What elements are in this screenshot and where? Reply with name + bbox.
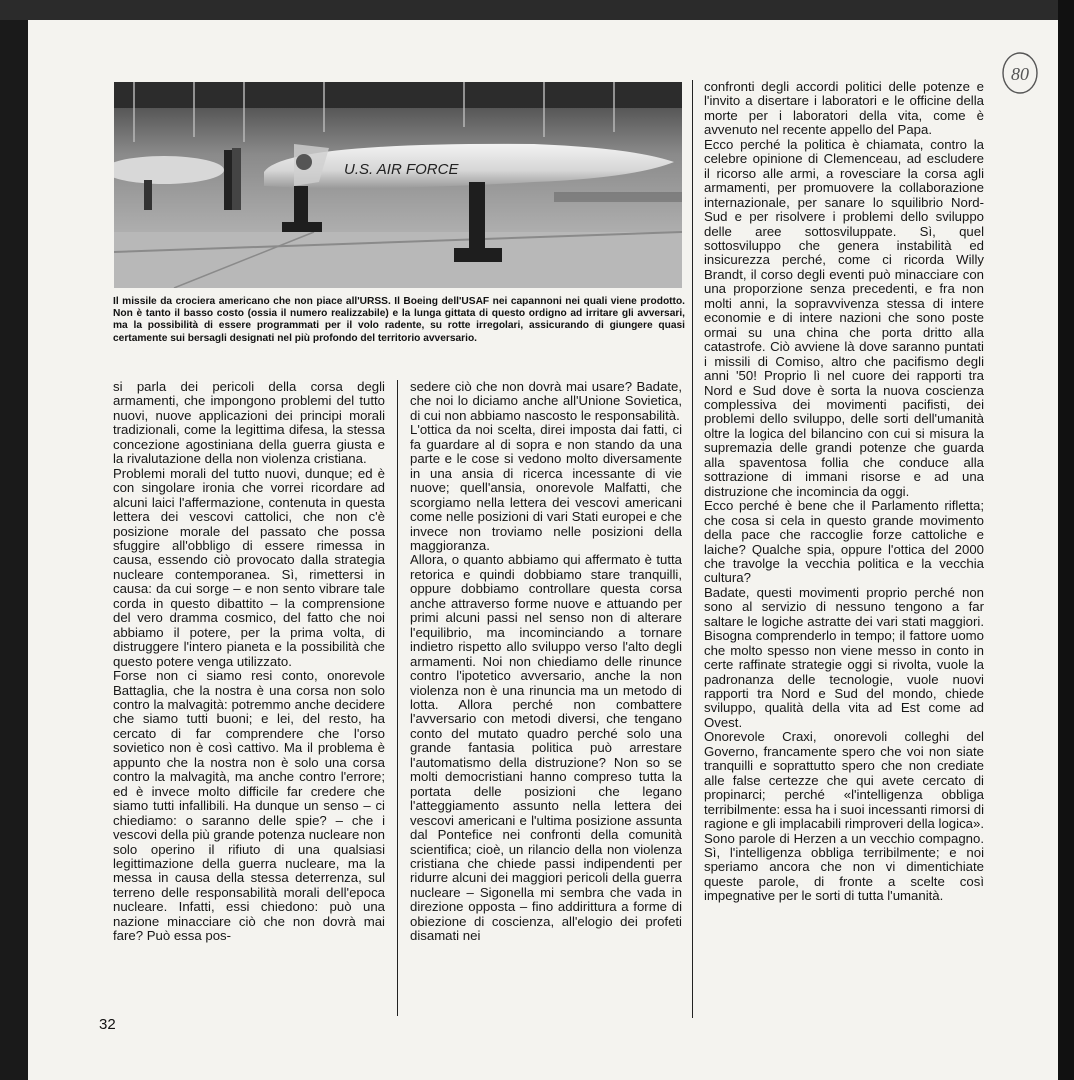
paragraph: Forse non ci siamo resi conto, onorevole Battaglia, che la nostra è una corsa non solo contro la malvagità: potremmo anche decidere che siamo tutti buoni; e lei, del resto, ha cercato di far comprendere che l'orso sovietico non è così cattivo. Ma il problema è appunto che la nostra non è solo una corsa contro la malvagità, ma anche contro l'errore; ed è invece molto difficile far credere che siamo tutti infallibili. Ha dunque un senso – ci chiediamo: o saranno delle spie? – che i vescovi della più grande potenza nucleare non solo operino il rifiuto di una qualsiasi legittimazione della guerra nucleare, ma la messa in causa della stessa deterrenza, sul terreno delle responsabilità morali dell'epoca nucleare. Infatti, essi chiedono: può una nazione minacciare ciò che non dovrà mai fare? Può essa pos-: [113, 668, 385, 944]
paragraph: Ecco perché la politica è chiamata, contro la celebre opinione di Clemenceau, ad escludere il ricorso alle armi, a rovesciare la corsa agli armamenti, per promuovere la collaborazione internazionale, per sanare lo squilibrio Nord-Sud e per risolvere i problemi dello sviluppo delle aree sottosviluppate. Sì, quel sottosviluppo che genera instabilità ed insicurezza perché, come ci ricorda Willy Brandt, il corso degli eventi può minacciare con una proporzione senza precedenti, e fra non molti anni, la sopravvivenza stessa di intere economie e di intere nazioni che sono poste ormai su una china che porta dritto alla catastrofe. Ciò avviene là dove saranno puntati i missili di Comiso, altro che pacifismo degli anni '50! Proprio lì nel cuore dei rapporti tra Nord e Sud dove è sorta la nuova coscienza complessiva dei movimenti pacifisti, dei problemi dello sviluppo, delle sorti dell'umanità oltre la logica del bilancino con cui si misura la supremazia delle grandi potenze che guarda alla spaventosa follia che conduce alla sottrazione di immani risorse e ad una distruzione che incomincia da oggi.: [704, 136, 984, 499]
text-column-3: [704, 80, 984, 904]
missile-photo-graphic: [114, 82, 682, 288]
handwritten-page-number: [1000, 50, 1040, 96]
missile-photo: [114, 82, 682, 288]
column-rule: [692, 80, 693, 1018]
paragraph: sedere ciò che non dovrà mai usare? Badate, che noi lo diciamo anche all'Unione Sovietica, di cui non abbiamo nascosto le responsabilità.: [410, 379, 682, 423]
fuselage-text: U.S. AIR FORCE: [344, 161, 459, 178]
book-spine-shadow: [1058, 0, 1074, 1080]
paragraph: L'ottica da noi scelta, direi imposta dai fatti, ci fa guardare al di sopra e non stando da una parte e le cose si vedono molto diversamente in una ansia di ricerca incessante di vie nuove; quell'ansia, onorevole Malfatti, che scorgiamo nella lettera dei vescovi americani come nelle posizioni di vari Stati europei e che invece non troviamo nelle posizioni della maggioranza.: [410, 422, 682, 553]
paragraph: Allora, o quanto abbiamo qui affermato è tutta retorica e quindi dobbiamo stare tranquilli, oppure dobbiamo controllare questa corsa anche attraverso forme nuove e attuando per primi alcuni passi nel senso non di alterare l'equilibrio, ma incominciando a tornare indietro rispetto allo sviluppo verso l'alto degli armamenti. Noi non chiediamo delle rinunce contro l'ipotetico avversario, anche la non violenza non è una rinuncia ma un metodo di lotta. Allora perché non combattere l'avversario con metodi diversi, che tengano conto del mutato quadro perché solo una grande fantasia politica può arrestare l'automatismo della distruzione? Non so se molti democristiani hanno compreso tutta la portata delle posizioni che legano l'atteggiamento assunto nella lettera dei vescovi americani e l'ultima posizione assunta dal Pontefice nei confronti della comunità scientifica; cioè, un rilancio della non violenza cristiana che chiede passi indipendenti per ridurre alcuni dei maggiori pericoli della guerra nucleare – Sigonella mi sembra che vada in direzione opposta – fino addirittura a forme di obiezione di coscienza, all'elogio dei profeti disamati nei: [410, 552, 682, 944]
column-rule: [397, 380, 398, 1016]
handwritten-number-text: 80: [1011, 64, 1029, 84]
paragraph: Onorevole Craxi, onorevoli colleghi del Governo, francamente spero che voi non siate tranquilli e soprattutto spero che non crediate alle false certezze che qui avete cercato di propinarci; perché «l'intelligenza obbliga terribilmente: essa ha i suoi incessanti rimorsi di ragione e gli implacabili rimproveri della logica». Sono parole di Herzen a un vecchio compagno. Sì, l'intelligenza obbliga terribilmente; e noi speriamo ancora che non vi dimentichiate queste parole, di fronte a scelte così impegnative per le sorti di tutta l'umanità.: [704, 729, 985, 904]
page-number: 32: [99, 1016, 116, 1033]
photo-caption: Il missile da crociera americano che non piace all'URSS. Il Boeing dell'USAF nei capannoni nei quali viene prodotto. Non è tanto il basso costo (ossia il numero realizzabile) e la lunga gittata di questo ordigno ad irritare gli avversari, ma la possibilità di essere programmati per il volo radente, su rotte irregolari, assicurando di giungere quasi certamente sui bersagli designati nel più profondo del territorio avversario.: [113, 296, 685, 344]
paragraph: Ecco perché è bene che il Parlamento rifletta; che cosa si cela in questo grande movimento della pace che raccoglie forze cattoliche e laiche? Qualche spia, oppure l'ottica del 2000 che travolge la vecchia politica e la vecchia cultura?: [704, 498, 984, 586]
text-column-1: [113, 380, 385, 944]
paragraph: confronti degli accordi politici delle potenze e l'invito a disertare i laboratori e le officine della morte per i laboratori della vita, come è avvenuto nel recente appello del Papa.: [704, 79, 984, 138]
paragraph: si parla dei pericoli della corsa degli armamenti, che impongono problemi del tutto nuovi, nuove applicazioni dei principi morali tradizionali, come la legittima difesa, la stessa concezione agostiniana della guerra giusta e la rivalutazione della non violenza cristiana.: [113, 379, 385, 467]
paragraph: Badate, questi movimenti proprio perché non sono al servizio di nessuno tengono a far saltare le logiche astratte dei vari stati maggiori. Bisogna comprenderlo in tempo; il fattore uomo che molto spesso non viene messo in conto in certe raffinate strategie oggi si rivolta, vuole la padronanza delle tecnologie, vuole nuovi rapporti tra Nord e Sud del mondo, chiede sviluppo, qualità della vita ad Est come ad Ovest.: [704, 584, 984, 730]
text-column-2: [410, 380, 682, 944]
scan-top-strip: [0, 0, 1074, 20]
paragraph: Problemi morali del tutto nuovi, dunque; ed è con singolare ironia che vorrei ricordare ad alcuni laici l'affermazione, contenuta in questa lettera dei vescovi cattolici, che non c'è posizione morale del passato che possa sfuggire all'obbligo di essere rimessa in causa, essendo ciò provocato dalla strategia nucleare contemporanea. Sì, rimettersi in causa: da cui sorge – e non sento vibrare tale corda in questo dibattito – la comprensione del vero dramma cosmico, del fatto che noi abbiamo il potere, per la prima volta, di distruggere l'intero pianeta e la possibilità che questo potere venga utilizzato.: [113, 465, 385, 669]
